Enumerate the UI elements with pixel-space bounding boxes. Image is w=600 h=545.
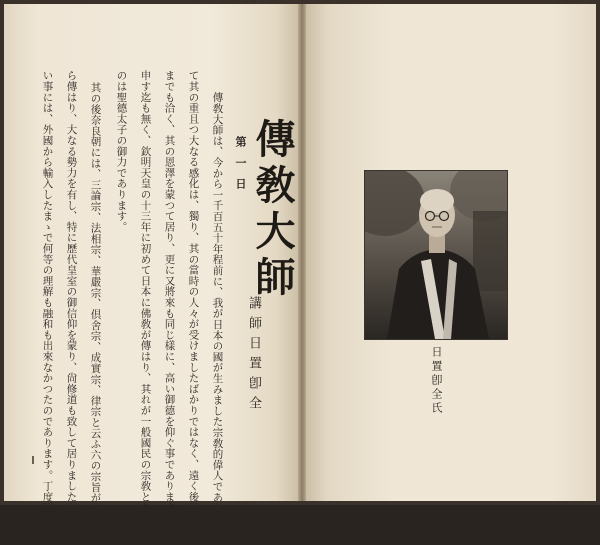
body-line-5: のは聖德太子の御力であります。: [115, 70, 128, 232]
page-tick-mark: [32, 456, 34, 464]
body-line-2: て其の重且つ大なる感化は、獨り、其の當時の人々が受けましたばかりではなく、遠く後世の今日: [187, 70, 200, 545]
body-line-1: 傳敎大師は、今から一千百五十年程前に、我が日本の國が生みました宗敎的偉人でありまし: [211, 92, 224, 535]
chapter-label: 第一日: [234, 136, 247, 199]
body-line-8: い事には、外國から輸入したまゝで何等の理解も融和も出來なかつたのであります。丁度明治初: [41, 70, 54, 535]
portrait-photo-icon: [365, 171, 507, 339]
photo-caption: 日置卽全氏: [430, 346, 443, 416]
lecturer-name: 講師日置卽全: [246, 296, 261, 416]
book-title: 傳敎大師: [249, 118, 296, 302]
body-line-6: 其の後奈良朝には、三論宗、法相宗、華嚴宗、倶舍宗、成實宗、律宗と云ふ六の宗旨が支那か: [89, 82, 102, 536]
portrait-photo: [364, 170, 508, 340]
body-line-7: ら傳はり、大なる勢力を有し、特に歷代皇室の御信仰を蒙り、尙修道も致して居りましたが、惜し: [65, 70, 78, 545]
body-line-3: までも洽く、其の恩澤を蒙つて居り、更に又將來も同じ樣に、高い御德を仰ぐ事であります。: [163, 70, 176, 524]
body-line-4: 申す迄も無く、欽明天皇の十三年に初めて日本に佛敎が傳はり、其れが一般國民の宗敎となつた: [139, 70, 152, 535]
